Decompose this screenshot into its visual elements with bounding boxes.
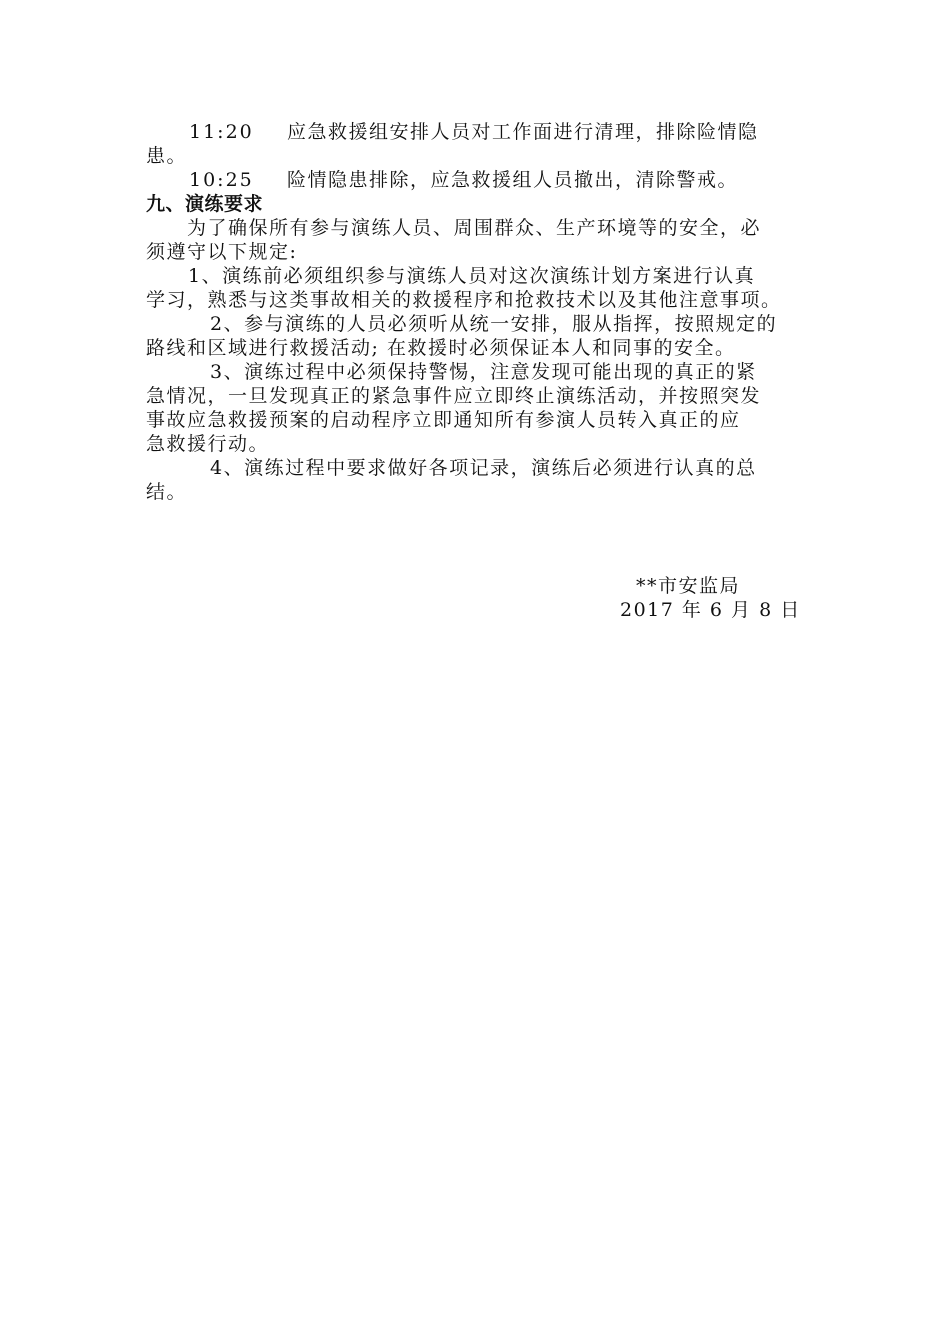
rule-item-line: 路线和区域进行救援活动; 在救援时必须保证本人和同事的安全。 [146, 337, 736, 359]
rule-item-line: 事故应急救援预案的启动程序立即通知所有参演人员转入真正的应 [146, 409, 741, 431]
rule-item-line: 3、演练过程中必须保持警惕，注意发现可能出现的真正的紧 [210, 361, 757, 383]
schedule-text-continued: 患。 [146, 145, 188, 167]
intro-paragraph-line: 为了确保所有参与演练人员、周围群众、生产环境等的安全，必 [187, 217, 762, 239]
rule-item-line: 2、参与演练的人员必须听从统一安排，服从指挥，按照规定的 [210, 313, 778, 335]
schedule-entry [146, 120, 811, 144]
schedule-time: 11:20 [189, 121, 254, 143]
section-heading: 九、演练要求 [146, 193, 264, 215]
rule-item-line: 急救援行动。 [146, 433, 270, 455]
schedule-time: 10:25 [189, 169, 254, 191]
rule-item-line: 学习，熟悉与这类事故相关的救援程序和抢救技术以及其他注意事项。 [146, 289, 782, 311]
schedule-entry [146, 168, 811, 192]
rule-item-line: 结。 [146, 481, 188, 503]
rule-item-line: 4、演练过程中要求做好各项记录，演练后必须进行认真的总 [210, 457, 757, 479]
document-body [146, 120, 811, 504]
signature-block [620, 574, 801, 622]
schedule-text: 应急救援组安排人员对工作面进行清理，排除险情隐 [287, 121, 759, 143]
signature-date: 2017 年 6 月 8 日 [620, 599, 801, 621]
schedule-text: 险情隐患排除，应急救援组人员撤出，清除警戒。 [287, 169, 739, 191]
signature-organization: **市安监局 [636, 575, 741, 597]
intro-paragraph-line: 须遵守以下规定: [146, 241, 298, 263]
rule-item-line: 1、演练前必须组织参与演练人员对这次演练计划方案进行认真 [188, 265, 756, 287]
rule-item-line: 急情况，一旦发现真正的紧急事件应立即终止演练活动，并按照突发 [146, 385, 762, 407]
